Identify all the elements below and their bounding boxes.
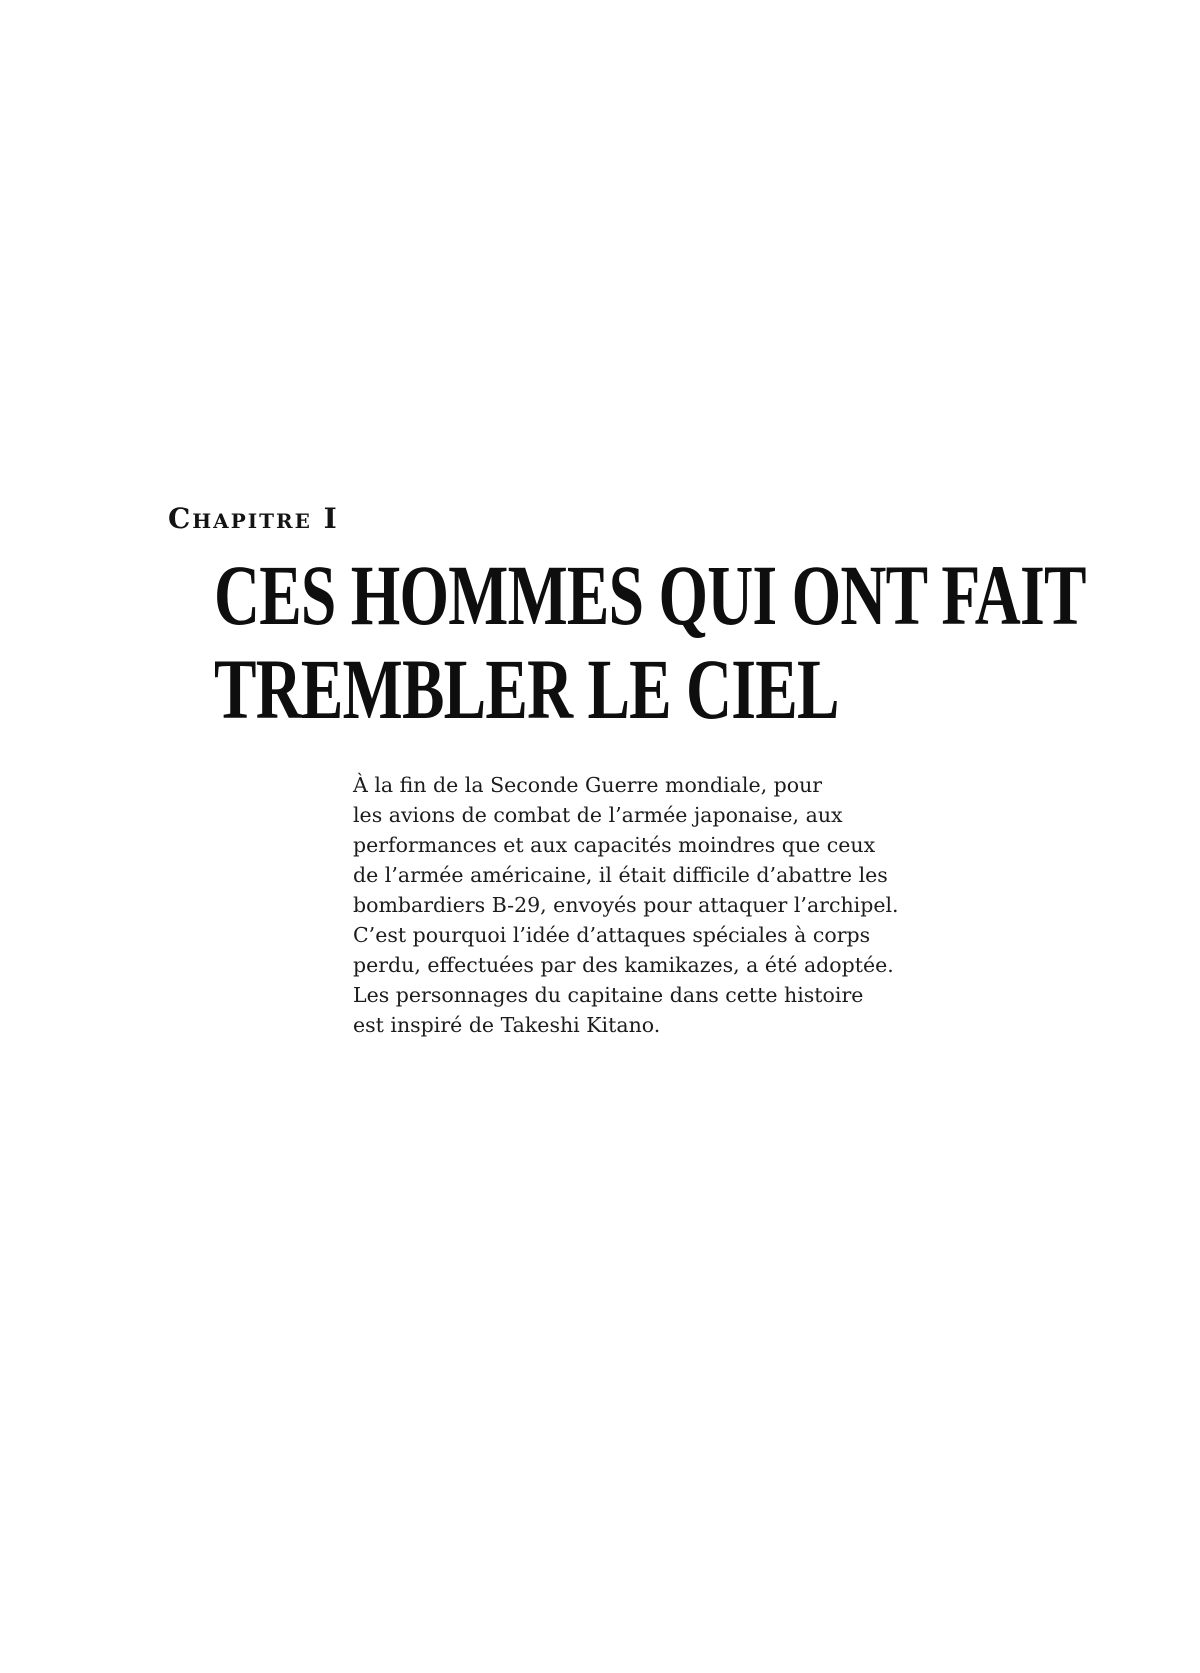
intro-line: est inspiré de Takeshi Kitano. bbox=[353, 1013, 661, 1037]
intro-line: les avions de combat de l’armée japonaise, aux bbox=[353, 803, 843, 827]
intro-line: À la fin de la Seconde Guerre mondiale, pour bbox=[353, 773, 823, 797]
intro-line: Les personnages du capitaine dans cette histoire bbox=[353, 983, 864, 1007]
intro-line: perdu, effectuées par des kamikazes, a été adoptée. bbox=[353, 953, 894, 977]
chapter-title bbox=[214, 547, 1086, 737]
intro-line: C’est pourquoi l’idée d’attaques spéciales à corps bbox=[353, 923, 871, 947]
chapter-title-line: CES HOMMES QUI ONT FAIT bbox=[214, 547, 1086, 643]
intro-line: performances et aux capacités moindres que ceux bbox=[353, 833, 876, 857]
intro-line: bombardiers B-29, envoyés pour attaquer l’archipel. bbox=[353, 893, 899, 917]
chapter-title-line: TREMBLER LE CIEL bbox=[214, 641, 839, 737]
chapter-label: Chapitre I bbox=[168, 502, 339, 535]
intro-paragraph bbox=[353, 770, 913, 1040]
intro-line: de l’armée américaine, il était difficile d’abattre les bbox=[353, 863, 888, 887]
